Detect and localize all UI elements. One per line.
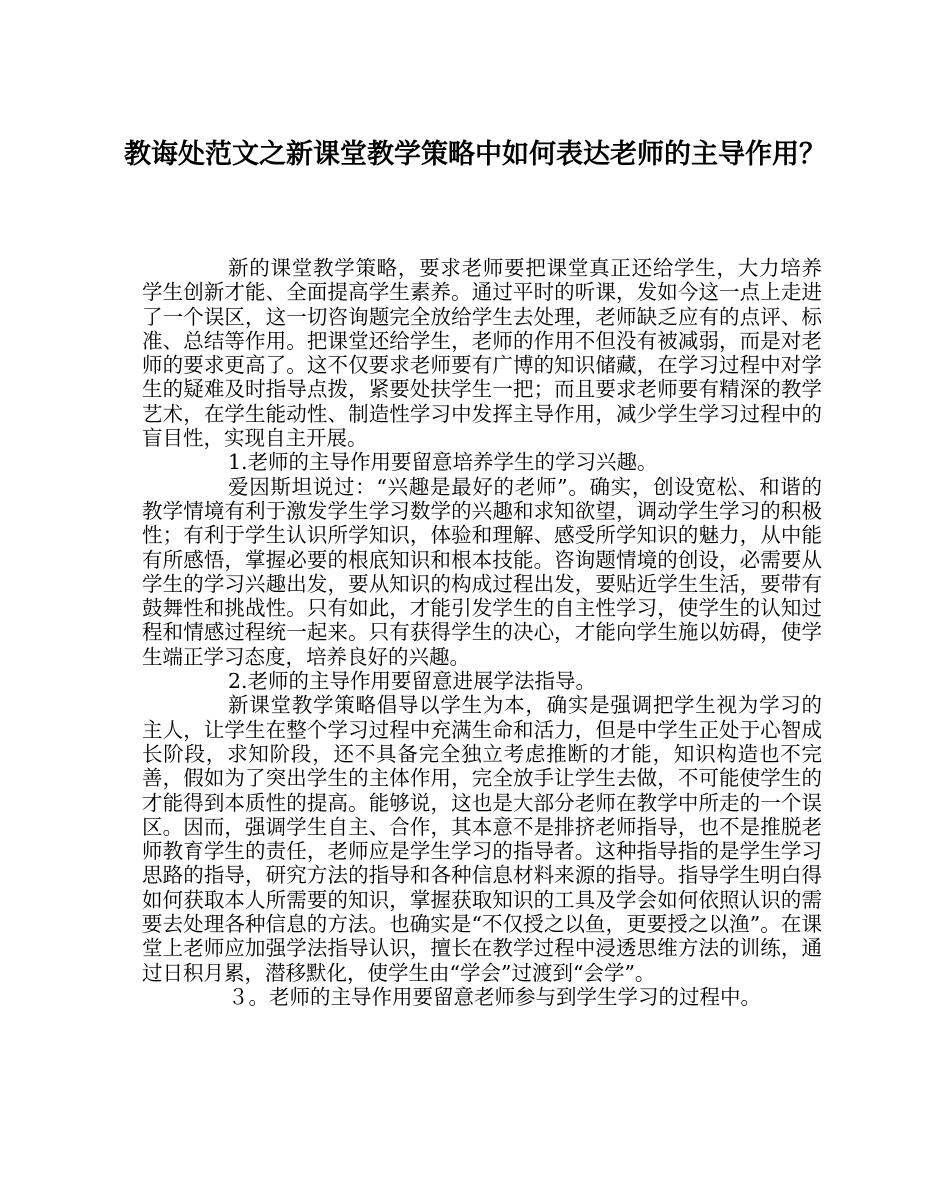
document-body xyxy=(142,256,822,1009)
paragraph-intro: 新的课堂教学策略，要求老师要把课堂真正还给学生，大力培养学生创新才能、全面提高学生素养。通过平时的听课，发如今这一点上走进了一个误区，这一切咨询题完全放给学生去处理，老师缺乏应有的点评、标准、总结等作用。把课堂还给学生，老师的作用不但没有被减弱，而是对老师的要求更高了。这不仅要求老师要有广博的知识储藏，在学习过程中对学生的疑难及时指导点拨，紧要处扶学生一把；而且要求老师要有精深的教学艺术，在学生能动性、制造性学习中发挥主导作用，减少学生学习过程中的盲目性，实现自主开展。 xyxy=(142,256,822,451)
document-title: 教诲处范文之新课堂教学策略中如何表达老师的主导作用？ xyxy=(124,139,826,170)
paragraph-interest: 爱因斯坦说过：“兴趣是最好的老师”。确实，创设宽松、和谐的教学情境有利于激发学生学习数学的兴趣和求知欲望，调动学生学习的积极性；有利于学生认识所学知识，体验和理解、感受所学知识的魅力，从中能有所感悟，掌握必要的根底知识和根本技能。咨询题情境的创设，必需要从学生的学习兴趣出发，要从知识的构成过程出发，要贴近学生生活，要带有鼓舞性和挑战性。只有如此，才能引发学生的自主性学习，使学生的认知过程和情感过程统一起来。只有获得学生的决心，才能向学生施以妨碍，使学生端正学习态度，培养良好的兴趣。 xyxy=(142,474,822,669)
section-heading-2: 2.老师的主导作用要留意进展学法指导。 xyxy=(228,669,597,694)
section-heading-3: ３。老师的主导作用要留意老师参与到学生学习的过程中。 xyxy=(228,984,761,1009)
section-heading-1: 1.老师的主导作用要留意培养学生的学习兴趣。 xyxy=(228,450,658,475)
paragraph-method-guidance: 新课堂教学策略倡导以学生为本，确实是强调把学生视为学习的主人，让学生在整个学习过程中充满生命和活力，但是中学生正处于心智成长阶段，求知阶段，还不具备完全独立考虑推断的才能，知识构造也不完善，假如为了突出学生的主体作用，完全放手让学生去做，不可能使学生的才能得到本质性的提高。能够说，这也是大部分老师在教学中所走的一个误区。因而，强调学生自主、合作，其本意不是排挤老师指导，也不是推脱老师教育学生的责任，老师应是学生学习的指导者。这种指导指的是学生学习思路的指导，研究方法的指导和各种信息材料来源的指导。指导学生明白得如何获取本人所需要的知识，掌握获取知识的工具及学会如何依照认识的需要去处理各种信息的方法。也确实是“不仅授之以鱼，更要授之以渔”。在课堂上老师应加强学法指导认识，擅长在教学过程中浸透思维方法的训练，通过日积月累，潜移默化，使学生由“学会”过渡到“会学”。 xyxy=(142,693,822,985)
